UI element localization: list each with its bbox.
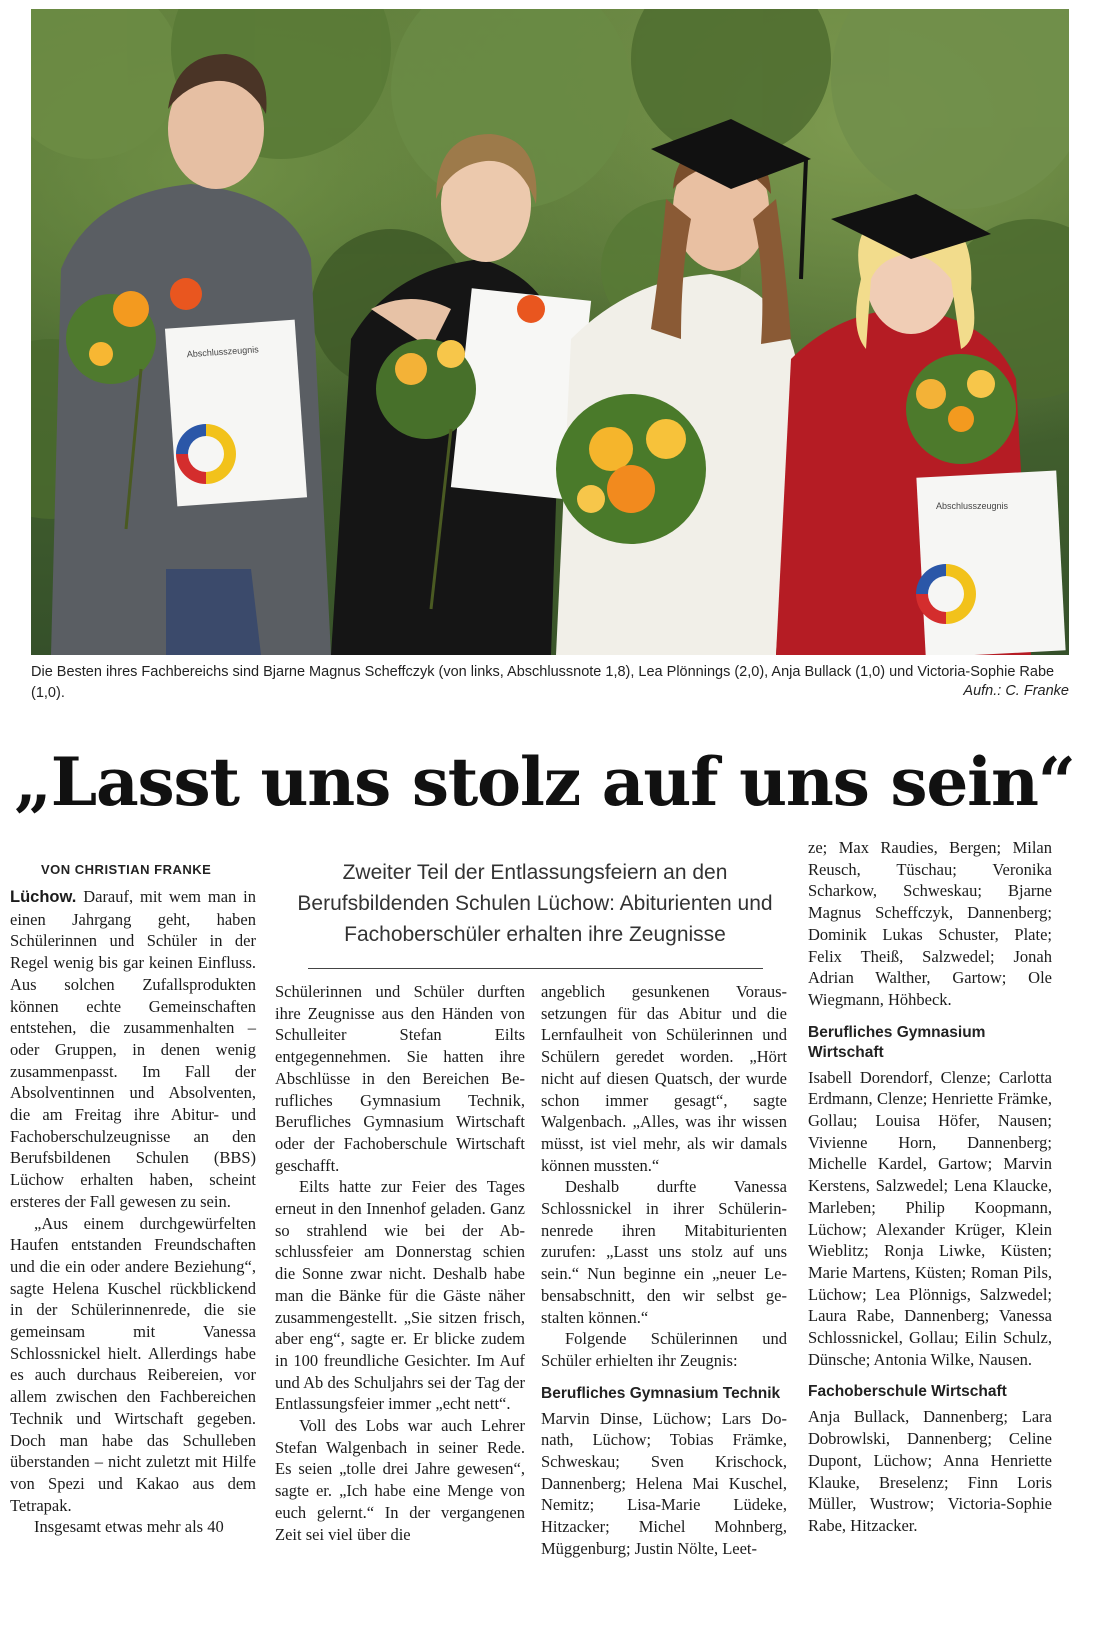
paragraph-4: Eilts hatte zur Feier des Tages erneut in den Innenhof geladen. Ganz so strahlend wie bei der Abschlussfeier am Donnerstag schien die Sonne zwar nicht. Deshalb habe man die Bänke für die Gäste näher zusammengestellt. „Sie sitzen frisch, aber eng“, sagte er. Er blicke zudem in 100 freundliche Gesichter. Im Auf und Ab des Schuljahrs sei der Tag der Entlassungsfeier immer „echt nett“. [275, 1177, 525, 1414]
list-technik-start: Marvin Dinse, Lüchow; Lars Donath, Lüchow; Tobias Främke, Schweskau; Sven Krischock, Dannenberg; Helena Mai Kuschel, Nemitz; Lisa-Marie Lüdeke, Hitzacker; Michel Mohnberg, Müggenburg; Justin Nölte, Leet- [541, 1408, 787, 1558]
paragraph-5-start: Voll des Lobs war auch Lehrer Stefan Walgenbach in seiner Rede. Es seien „tolle drei Jahre gewesen“, sagte er. „Ich habe eine Menge von euch gelernt.“ In der vergangenen Zeit sei viel über die [275, 1416, 525, 1544]
subhead-wirtschaft: Berufliches Gymnasium Wirtschaft [808, 1023, 986, 1061]
certificate-3-title: Abschlusszeugnis [936, 501, 1009, 511]
article-column-2 [275, 981, 525, 1545]
paragraph-7: Folgende Schülerinnen und Schüler erhielten ihr Zeugnis: [541, 1329, 787, 1370]
person-anja [556, 119, 811, 655]
bouquet-4 [906, 354, 1016, 464]
article-column-1 [10, 886, 256, 1538]
paragraph-1-text: Darauf, mit wem man in einen Jahrgang geht, haben Schülerinnen und Schüler in der Regel wenig bis gar keinen Einfluss. Aus solchen Zufallsprodukten können echte Gemeinschaften entstehen, die zusammenhalten – oder Gruppen, in denen wenig zusammenpasst. Im Fall der Absolventinnen und Absolventen, die am Freitag ihre Abitur- und Fachoberschulzeugnisse an den Berufsbildenen Schulen (BBS) Lüchow erhalten haben, scheint ersteres der Fall gewesen zu sein. [10, 887, 256, 1211]
news-photo [31, 9, 1069, 655]
certificate-1-title: Abschlusszeugnis [186, 344, 260, 360]
paragraph-6: Deshalb durfte Vanessa Schlossnickel in ihrer Schülerinnenrede ihren Mitabiturienten zurufen: „Lasst uns stolz auf uns sein.“ Nun beginne ein „neuer Lebensabschnitt, den wir selbst gestalten können.“ [541, 1177, 787, 1327]
list-technik-cont: ze; Max Raudies, Bergen; Milan Reusch, Tüschau; Veronika Scharkow, Schweskau; Bjarne Magnus Scheffczyk, Dannenberg; Dominik Lukas Schuster, Plate; Felix Theiß, Salzwedel; Jonah Adrian Walther, Gartow; Ole Wiegmann, Höhbeck. [808, 838, 1052, 1009]
photo-illustration [31, 9, 1069, 655]
headline: „Lasst uns stolz auf uns sein“ [14, 743, 1075, 821]
subhead-fos: Fachoberschule Wirtschaft [808, 1383, 1007, 1401]
deck: Zweiter Teil der Entlassungsfeiern an den Berufsbildenden Schulen Lüchow: Abiturienten und Fachoberschüler erhalten ihre Zeugnisse [297, 861, 773, 946]
article-column-3 [541, 981, 787, 1560]
byline: VON CHRISTIAN FRANKE [41, 862, 212, 877]
certificate-3 [916, 470, 1066, 655]
dateline: Lüchow. [10, 888, 77, 906]
subhead-technik: Berufliches Gymnasium Technik [541, 1384, 781, 1402]
paragraph-2: „Aus einem durchgewürfelten Haufen entstanden Freundschaften und die ein oder andere Beziehung“, sagte Helena Kuschel rückblickend in der Schülerinnenrede, die sie gemeinsam mit Vanessa Schlossnickel hielt. Allerdings habe es auch durchaus Reibereien, vor allem zwischen den Fachbereichen Technik und Wirtschaft gegeben. Doch man habe das Schulleben überstanden – nicht zuletzt mit Hilfe von Spezi und Kakao aus dem Tetrapak. [10, 1213, 256, 1515]
list-wirtschaft: Isabell Dorendorf, Clenze; Carlotta Erdmann, Clenze; Henriette Främke, Gollau; Louisa Höfer, Nausen; Vivienne Horn, Dannenberg; Michelle Kardel, Gartow; Marvin Kerstens, Salzwedel; Lena Klaucke, Marleben; Philip Koopmann, Lüchow; Alexander Krüger, Klein Wieblitz; Ronja Liwke, Küsten; Marie Martens, Küsten; Roman Pils, Lüchow; Lea Plönnigs, Salzwedel; Laura Rabe, Dannenberg; Vanessa Schlossnickel, Gollau; Eilin Schulz, Dünsche; Antonia Wilke, Nausen. [808, 1067, 1052, 1369]
deck-divider [308, 968, 763, 969]
list-fos: Anja Bullack, Dannenberg; Lara Dobrowlski, Dannenberg; Celine Dupont, Lüchow; Anna Henriette Klauke, Breselenz; Finn Loris Müller, Wustrow; Victoria-Sophie Rabe, Hitzacker. [808, 1407, 1052, 1535]
paragraph-3-start: Insgesamt etwas mehr als 40 [34, 1517, 224, 1537]
paragraph-3-cont: Schülerinnen und Schüler durften ihre Zeugnisse aus den Händen von Schulleiter Stefan Eilts entgegennehmen. Sie hatten ihre Abschlüsse in den Bereichen Berufliches Gymnasium Technik, Berufliches Gymnasium Wirtschaft oder der Fachoberschule Wirtschaft geschafft. [275, 982, 525, 1175]
paragraph-5-cont: angeblich gesunkenen Voraussetzungen für das Abitur und die Lernfaulheit von Schülerinnen und Schülern geredet worden. „Hört nicht auf diesen Quatsch, der wurde schon immer gesagt“, sagte Walgenbach. „Alles, was ihr wissen müsst, ist viel mehr, als wir damals können mussten.“ [541, 982, 787, 1175]
photo-credit: Aufn.: C. Franke [963, 683, 1069, 699]
bouquet-3 [556, 394, 706, 544]
certificate-1 [165, 320, 307, 507]
article-column-4 [808, 837, 1052, 1537]
photo-caption: Die Besten ihres Fachbereichs sind Bjarne Magnus Scheffczyk (von links, Abschlussnote 1,8), Lea Plönnings (2,0), Anja Bullack (1,0) und Victoria-Sophie Rabe (1,0). [31, 664, 1055, 701]
paragraph-1 [10, 886, 256, 1213]
